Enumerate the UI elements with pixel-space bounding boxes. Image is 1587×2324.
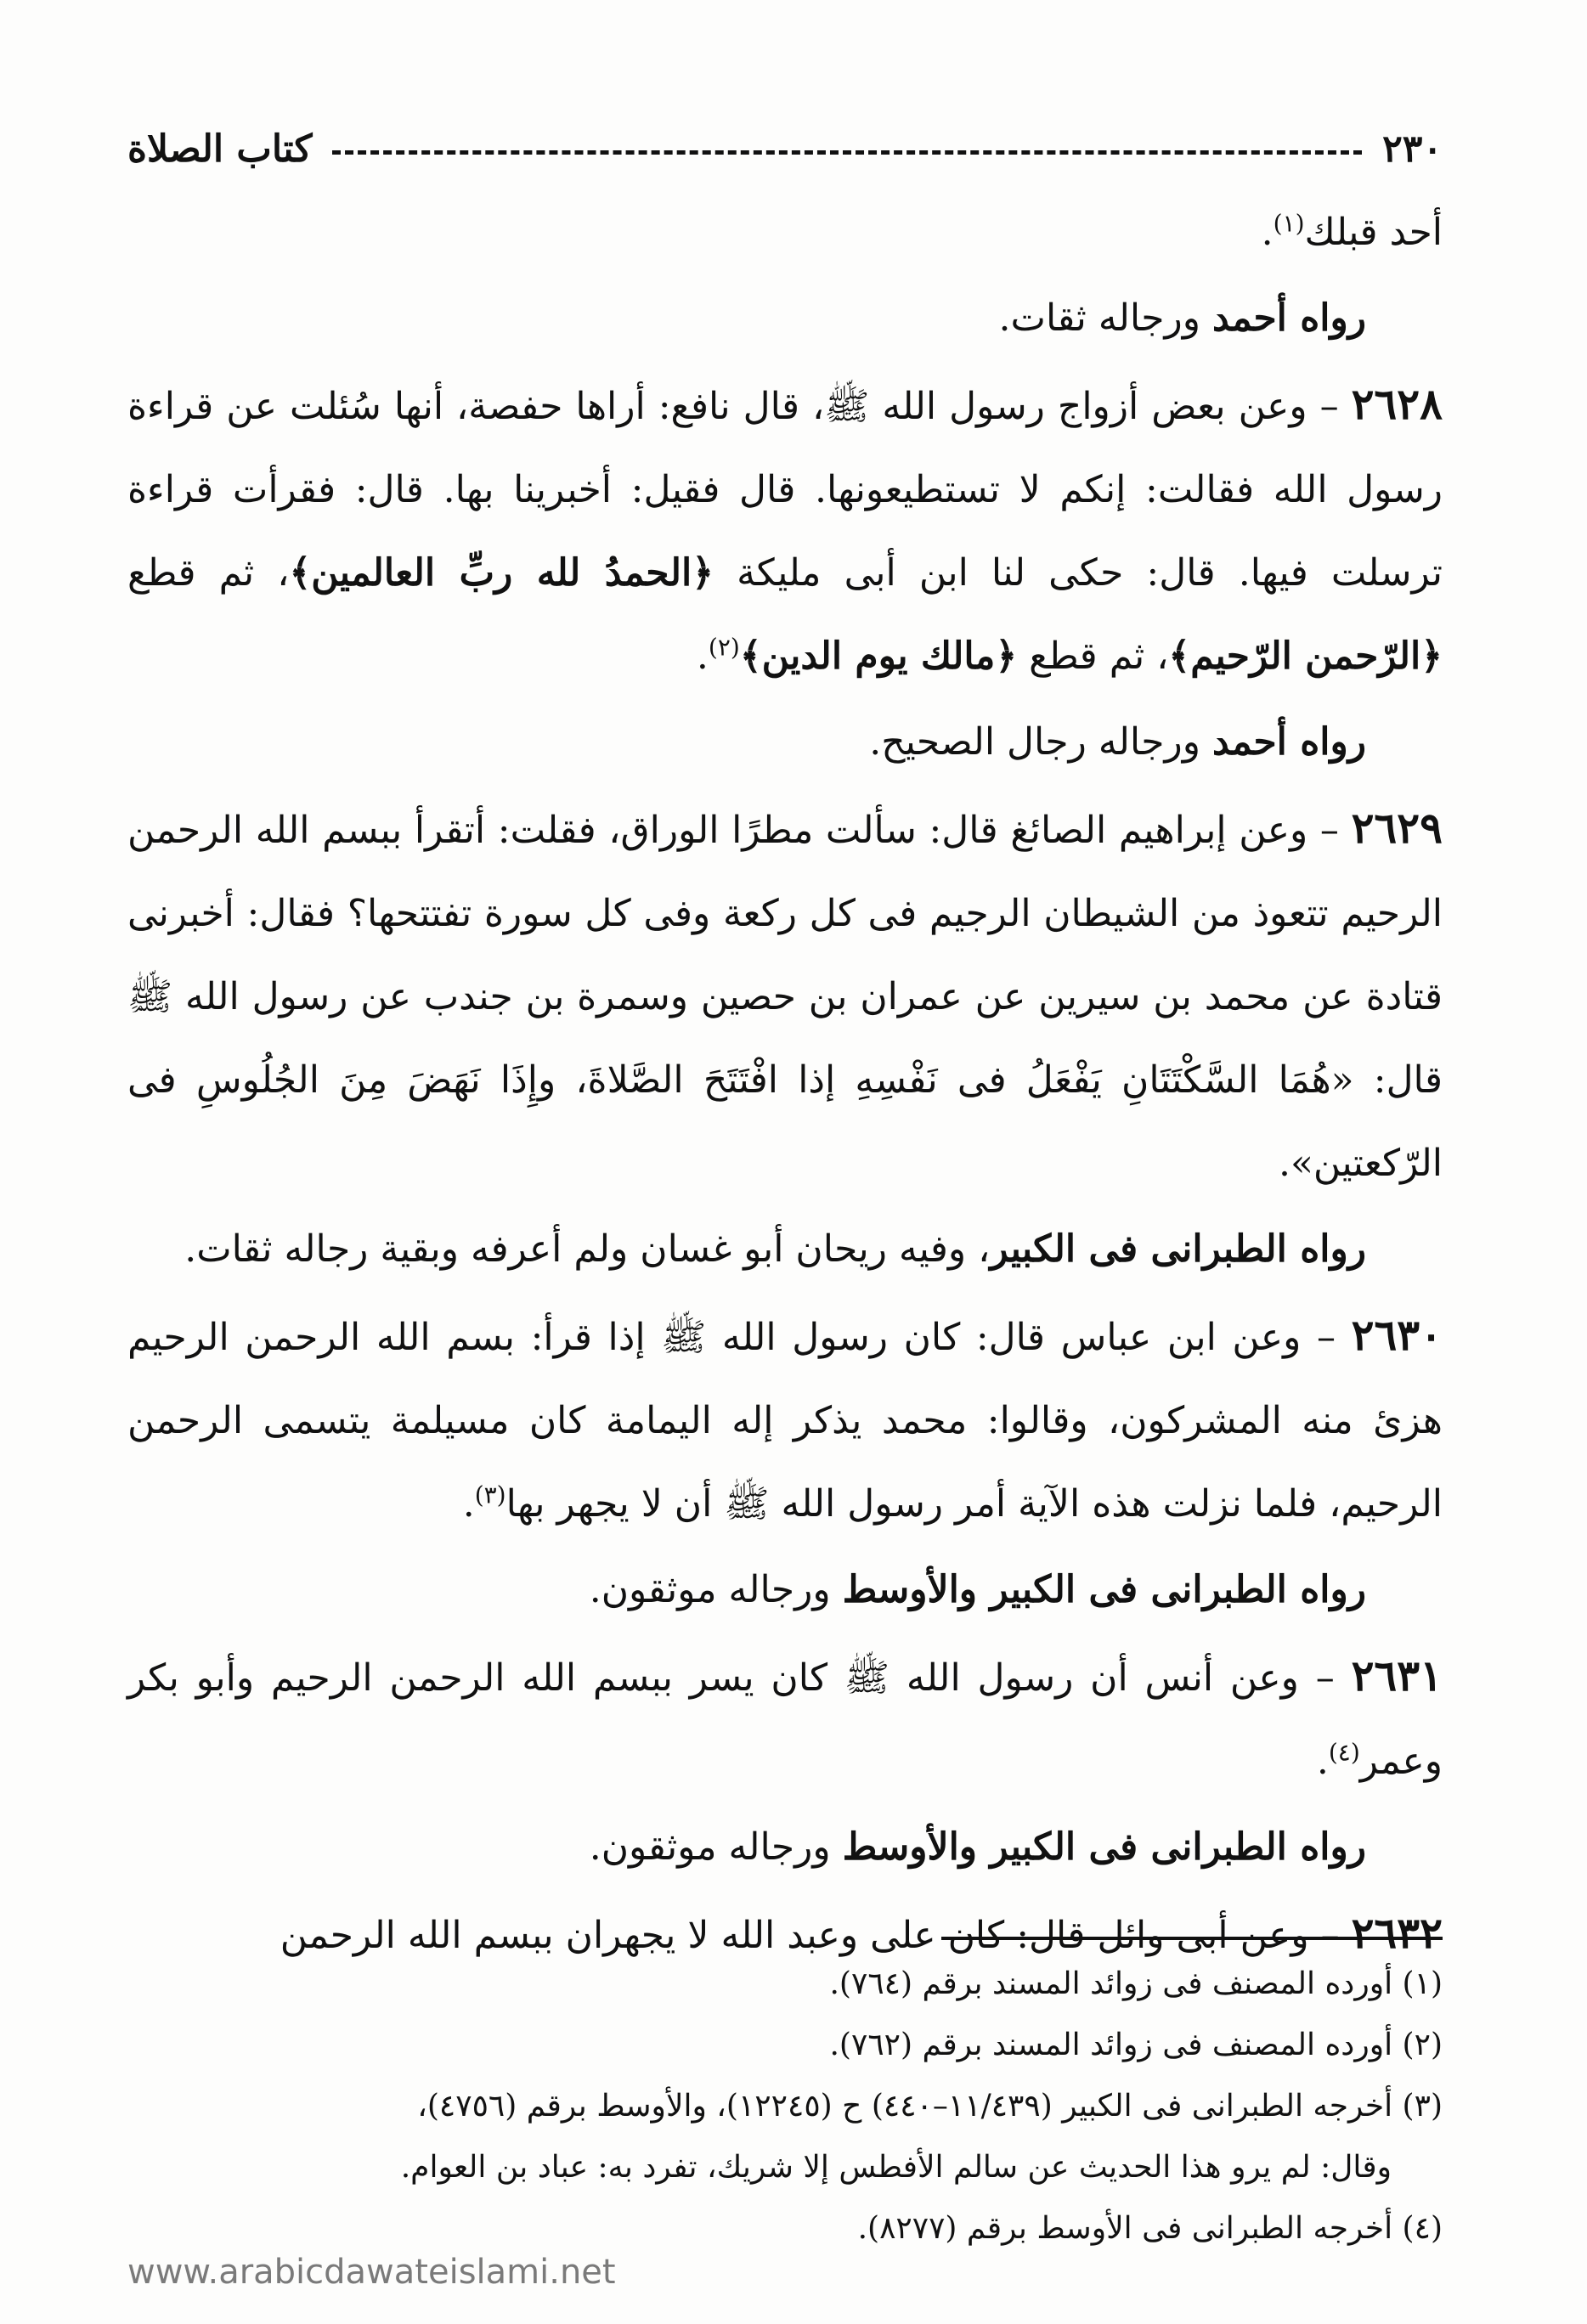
intro-end: . [1261,211,1274,254]
page-body [127,191,1443,1977]
hadith-2628 [127,363,1443,698]
hadith-text: – وعن أنس أن رسول الله ﷺ كان يسر ببسم الله الرحمن الرحيم وأبو بكر وعمر [127,1656,1443,1783]
source-rest: ورجاله رجال الصحيح. [869,720,1212,764]
book-title: كتاب الصلاة [127,127,313,171]
footnotes [127,1954,1443,2259]
hadith-text: – وعن إبراهيم الصائغ قال: سألت مطرًا الوراق، فقلت: أتقرأ ببسم الله الرحمن الرحيم تتعوذ من الشيطان الرجيم فى كل ركعة وفى كل سورة تفتتحها؟ فقال: أخبرنى قتادة عن محمد بن سيرين عن عمران بن حصين وسمرة بن جندب عن رسول الله ﷺ قال: «هُمَا السَّكْتَتَانِ يَفْعَلُ فى نَفْسِهِ إذا افْتَتَحَ الصَّلاةَ، وإِذَا نَهَضَ مِنَ الجُلُوسِ فى الرّكعتين». [127,809,1443,1185]
source-bold: رواه الطبرانى فى الكبير والأوسط [842,1825,1366,1869]
footnote-ref: (٤) [1328,1738,1360,1767]
footnote-2: (٢) أورده المصنف فى زوائد المسند برقم (٧٦٢). [829,2028,1443,2062]
hadith-text: ، ثم قطع [127,551,290,595]
source-rest: ورجاله موثقون. [589,1825,843,1869]
source-bold: رواه أحمد [1211,296,1366,340]
header-dashed-rule [332,150,1362,155]
source-line [127,1803,1443,1892]
hadith-end: . [696,635,709,678]
hadith-number: ٢٦٣٠ [1351,1310,1443,1360]
source-rest: ، وفيه ريحان أبو غسان ولم أعرفه وبقية رجاله ثقات. [184,1227,991,1271]
hadith-end: . [1316,1740,1329,1783]
intro-text: أحد قبلك [1304,211,1443,254]
source-line [127,274,1443,363]
source-bold: رواه الطبرانى فى الكبير [990,1227,1366,1271]
hadith-number: ٢٦٢٩ [1351,803,1443,853]
page-number: ٢٣٠ [1382,127,1443,171]
hadith-number: ٢٦٢٨ [1351,379,1443,429]
quran-quote: ﴿مالك يوم الدين﴾ [739,635,1018,678]
hadith-text: – وعن أبى وائل قال: كان على وعبد الله لا يجهران ببسم الله الرحمن [280,1914,1352,1957]
footnote-ref: (٣) [474,1481,506,1509]
hadith-text: – وعن بعض أزواج رسول الله ﷺ، قال نافع: أراها حفصة، أنها سُئلت عن قراءة رسول الله فقالت: إنكم لا تستطيعونها. قال فقيل: أخبرينا بها. قال: فقرأت قراءة ترسلت فيها. قال: حكى لنا ابن أبى مليكة [127,385,1443,595]
hadith-number: ٢٦٣١ [1351,1650,1443,1701]
source-rest: ورجاله موثقون. [589,1568,843,1611]
hadith-text: – وعن ابن عباس قال: كان رسول الله ﷺ إذا قرأ: بسم الله الرحمن الرحيم هزئ منه المشركون، وقالوا: محمد يذكر إله اليمامة كان مسيلمة يتسمى الرحمن الرحيم، فلما نزلت هذه الآية أمر رسول الله ﷺ أن لا يجهر بها [127,1316,1443,1526]
footnote-3: (٣) أخرجه الطبرانى فى الكبير (١١/٤٣٩–٤٤٠) ح (١٢٢٤٥)، والأوسط برقم (٤٧٥٦)، [417,2089,1443,2124]
source-bold: رواه الطبرانى فى الكبير والأوسط [842,1568,1366,1611]
footnote-1: (١) أورده المصنف فى زوائد المسند برقم (٧٦٤). [829,1966,1443,2001]
source-bold: رواه أحمد [1211,720,1366,764]
quran-quote: ﴿الرّحمن الرّحيم﴾ [1168,635,1443,678]
hadith-number: ٢٦٣٢ [1351,1908,1443,1958]
hadith-2631 [127,1634,1443,1803]
footnote-separator [941,1937,1443,1940]
source-line [127,698,1443,787]
hadith-2629 [127,787,1443,1205]
intro-line [127,191,1443,274]
page-header [127,115,1443,183]
footnote-ref: (٢) [708,633,740,662]
hadith-2630 [127,1294,1443,1546]
source-line [127,1546,1443,1634]
source-line [127,1205,1443,1294]
hadith-end: . [462,1482,475,1526]
footnote-4: (٤) أخرجه الطبرانى فى الأوسط برقم (٨٢٧٧). [857,2211,1443,2246]
quran-quote: ﴿الحمدُ لله ربِّ العالمين﴾ [289,551,714,595]
footnote-3-continued: وقال: لم يرو هذا الحديث عن سالم الأفطس إلا شريك، تفرد به: عباد بن العوام. [400,2150,1392,2185]
hadith-text: ، ثم قطع [1017,635,1169,678]
watermark: www.arabicdawateislami.net [127,2253,616,2292]
source-rest: ورجاله ثقات. [998,296,1212,340]
footnote-ref: (١) [1273,209,1305,238]
